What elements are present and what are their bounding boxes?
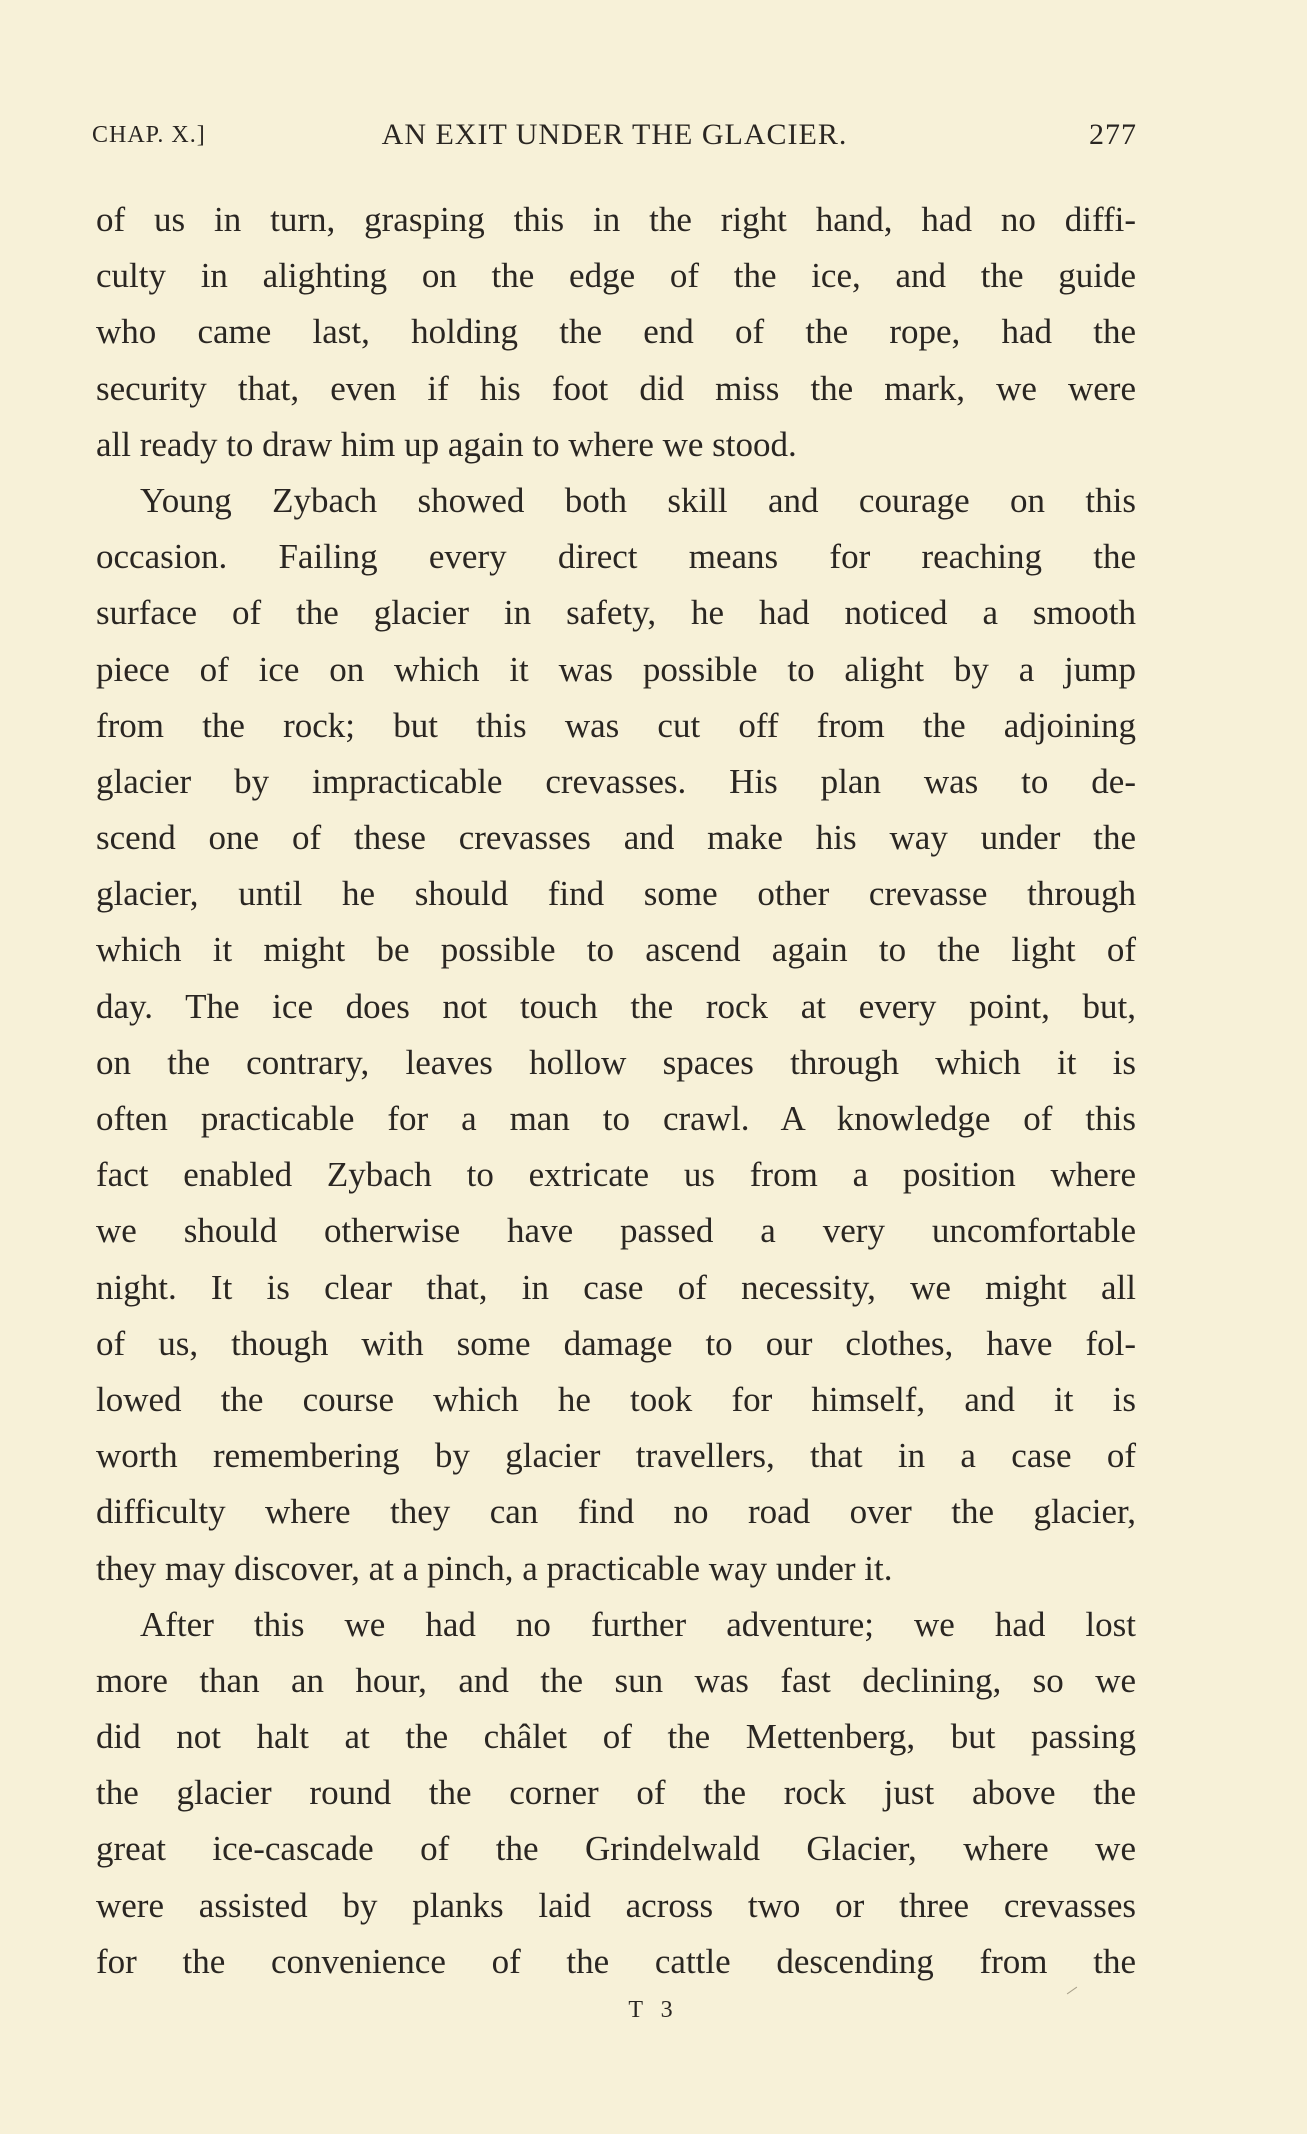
text-line: occasion. Failing every direct means for reaching the xyxy=(96,537,1136,577)
text-line: which it might be possible to ascend again to the light of xyxy=(96,930,1136,970)
text-line: more than an hour, and the sun was fast declining, so we xyxy=(96,1660,1136,1700)
text-line: of us, though with some damage to our clothes, have fol- xyxy=(96,1323,1136,1363)
text-line: for the convenience of the cattle descending from the xyxy=(96,1941,1136,1981)
body-text xyxy=(96,192,1136,1990)
text-line: scend one of these crevasses and make his way under the xyxy=(96,818,1136,858)
text-line: lowed the course which he took for himself, and it is xyxy=(96,1379,1136,1419)
text-line: worth remembering by glacier travellers, that in a case of xyxy=(96,1436,1136,1476)
text-line: the glacier round the corner of the rock just above the xyxy=(96,1773,1136,1813)
text-line: on the contrary, leaves hollow spaces through which it is xyxy=(96,1042,1136,1082)
text-line: did not halt at the châlet of the Mettenberg, but passing xyxy=(96,1717,1136,1757)
running-title: AN EXIT UNDER THE GLACIER. xyxy=(381,118,848,151)
text-line: often practicable for a man to crawl. A knowledge of this xyxy=(96,1099,1136,1138)
text-line: all ready to draw him up again to where we stood. xyxy=(96,424,797,464)
text-line: culty in alighting on the edge of the ice, and the guide xyxy=(96,256,1136,296)
text-line: difficulty where they can find no road over the glacier, xyxy=(96,1492,1136,1532)
text-line: we should otherwise have passed a very uncomfortable xyxy=(96,1211,1136,1251)
running-header xyxy=(92,118,1137,158)
text-line: night. It is clear that, in case of necessity, we might all xyxy=(96,1267,1136,1307)
signature-mark: T 3 xyxy=(628,1997,679,2023)
text-line: from the rock; but this was cut off from the adjoining xyxy=(96,705,1136,745)
page-number: 277 xyxy=(1089,118,1137,151)
text-line: surface of the glacier in safety, he had noticed a smooth xyxy=(96,593,1136,633)
text-line: were assisted by planks laid across two or three crevasses xyxy=(96,1885,1136,1925)
text-line: who came last, holding the end of the rope, had the xyxy=(96,312,1136,352)
text-line: fact enabled Zybach to extricate us from a position where xyxy=(96,1155,1136,1195)
text-line: they may discover, at a pinch, a practicable way under it. xyxy=(96,1548,893,1588)
text-line: glacier, until he should find some other crevasse through xyxy=(96,874,1136,914)
chapter-marker: CHAP. X.] xyxy=(92,122,206,148)
text-line: security that, even if his foot did miss the mark, we were xyxy=(96,368,1136,408)
text-line: piece of ice on which it was possible to alight by a jump xyxy=(96,649,1136,689)
text-line: of us in turn, grasping this in the right hand, had no diffi- xyxy=(96,200,1136,239)
text-line: great ice-cascade of the Grindelwald Glacier, where we xyxy=(96,1829,1136,1869)
text-line: After this we had no further adventure; we had lost xyxy=(140,1604,1136,1644)
text-line: Young Zybach showed both skill and courage on this xyxy=(140,480,1136,520)
text-line: glacier by impracticable crevasses. His plan was to de- xyxy=(96,761,1136,801)
text-line: day. The ice does not touch the rock at every point, but, xyxy=(96,986,1136,1026)
